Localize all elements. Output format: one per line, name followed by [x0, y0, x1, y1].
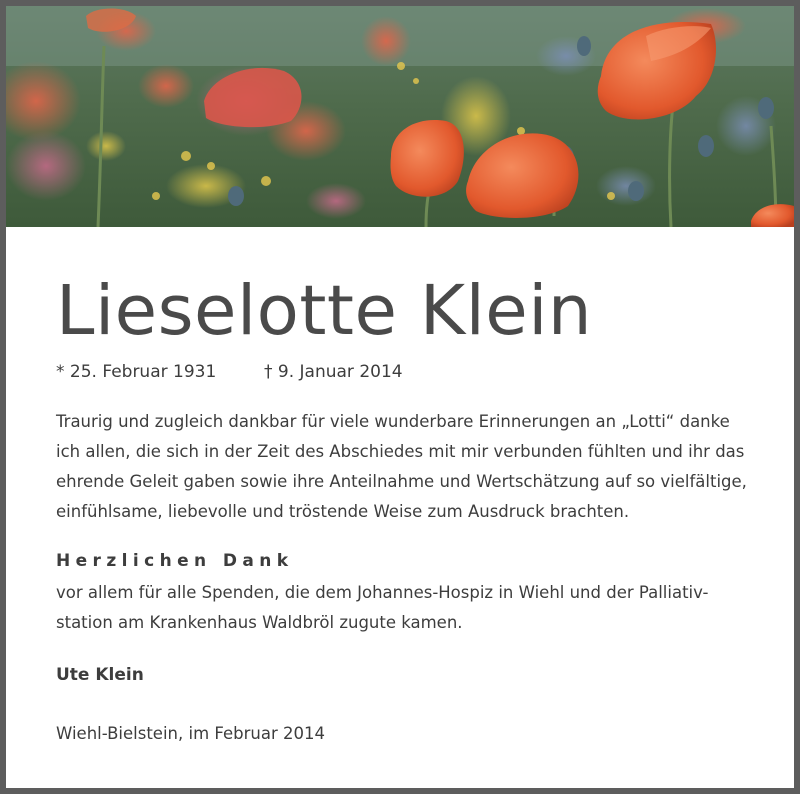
signature: Ute Klein	[56, 665, 144, 685]
poppy-field-image	[6, 6, 794, 227]
text-line: vor allem für alle Spenden, die dem Johannes-Hospiz in Wiehl und der Palliativ-	[56, 583, 709, 602]
text-line: Traurig und zugleich dankbar für viele wunderbare Erinnerungen an „Lotti“ danke	[56, 412, 730, 431]
death-date: † 9. Januar 2014	[264, 362, 403, 382]
text-line: einfühlsame, liebevolle und tröstende Weise zum Ausdruck brachten.	[56, 502, 630, 521]
donations-paragraph	[56, 578, 756, 638]
text-line: station am Krankenhaus Waldbröl zugute kamen.	[56, 613, 463, 632]
gratitude-paragraph	[56, 407, 756, 527]
text-line: ehrende Geleit gaben sowie ihre Anteilnahme und Wertschätzung auf so vielfältige,	[56, 472, 747, 491]
poppy-field-illustration	[6, 6, 794, 227]
thanks-heading: Herzlichen Dank	[56, 551, 294, 571]
text-line: ich allen, die sich in der Zeit des Abschiedes mit mir verbunden fühlten und ihr das	[56, 442, 745, 461]
birth-date: * 25. Februar 1931	[56, 362, 217, 382]
place-date: Wiehl-Bielstein, im Februar 2014	[56, 724, 325, 743]
life-dates	[56, 362, 403, 382]
deceased-name: Lieselotte Klein	[56, 271, 593, 351]
